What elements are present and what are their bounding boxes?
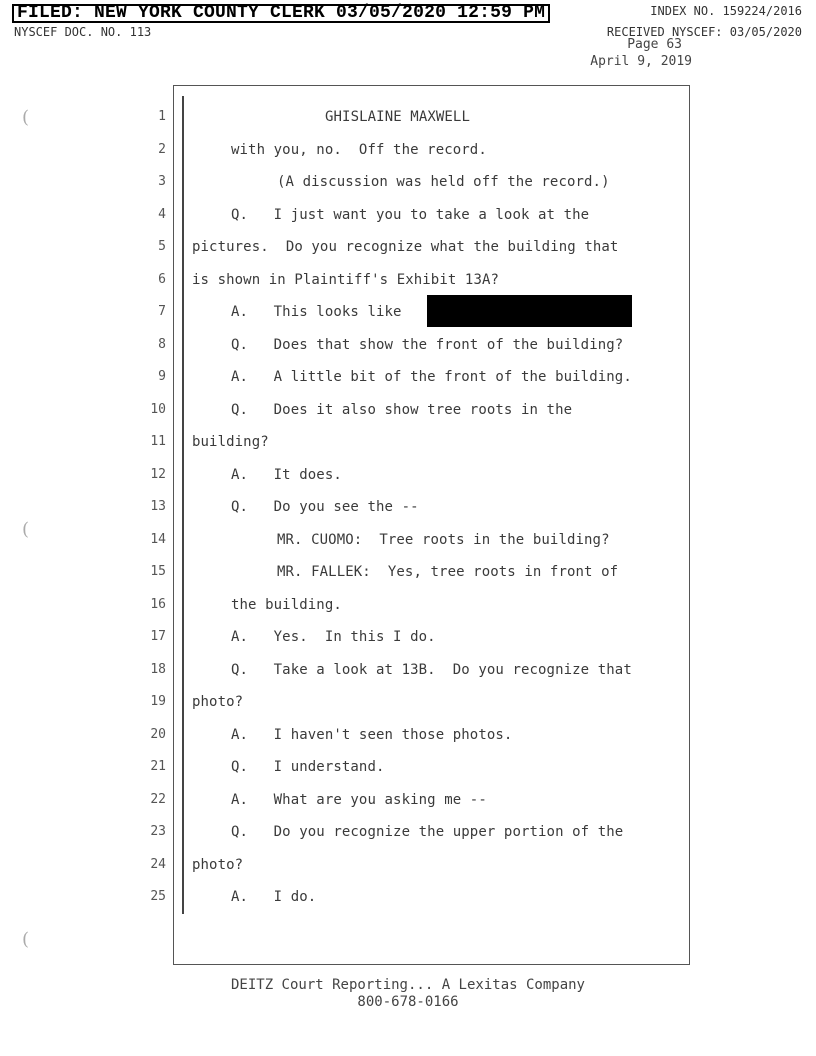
received-nyscef: RECEIVED NYSCEF: 03/05/2020 <box>606 25 802 39</box>
transcript-line <box>0 401 816 433</box>
line-text: A. Yes. In this I do. <box>231 629 436 645</box>
transcript-line <box>0 173 816 205</box>
line-number: 10 <box>150 402 166 417</box>
line-number: 4 <box>158 207 166 222</box>
line-number: 15 <box>150 564 166 579</box>
line-text: A. It does. <box>231 467 342 483</box>
deposition-date: April 9, 2019 <box>590 54 692 69</box>
transcript-line <box>0 823 816 855</box>
transcript-line <box>0 693 816 725</box>
line-text: Q. Does that show the front of the building? <box>231 337 624 353</box>
line-number: 22 <box>150 792 166 807</box>
transcript-line <box>0 661 816 693</box>
line-text: A. This looks like <box>231 304 402 320</box>
transcript-line <box>0 628 816 660</box>
transcript-line <box>0 856 816 888</box>
filed-stamp: FILED: NEW YORK COUNTY CLERK 03/05/2020 12:59 PM <box>12 4 550 23</box>
line-number: 24 <box>150 857 166 872</box>
line-text: (A discussion was held off the record.) <box>277 174 610 190</box>
line-text: the building. <box>231 597 342 613</box>
transcript-line <box>0 758 816 790</box>
footer-phone: 800-678-0166 <box>357 994 459 1010</box>
transcript-line <box>0 206 816 238</box>
line-number: 17 <box>150 629 166 644</box>
transcript-line <box>0 596 816 628</box>
line-text: A. A little bit of the front of the building. <box>231 369 632 385</box>
scan-mark: ( <box>22 929 30 950</box>
transcript-line <box>0 433 816 465</box>
line-text: Q. Do you recognize the upper portion of the <box>231 824 624 840</box>
line-number: 1 <box>158 109 166 124</box>
transcript-line <box>0 888 816 920</box>
line-number: 12 <box>150 467 166 482</box>
scan-mark: ( <box>22 107 30 128</box>
line-text: MR. CUOMO: Tree roots in the building? <box>277 532 610 548</box>
transcript-line <box>0 238 816 270</box>
transcript-line <box>0 368 816 400</box>
line-number: 11 <box>150 434 166 449</box>
line-number: 9 <box>158 369 166 384</box>
index-number: INDEX NO. 159224/2016 <box>650 4 802 18</box>
transcript-line <box>0 303 816 335</box>
line-text: A. I haven't seen those photos. <box>231 727 513 743</box>
line-number: 8 <box>158 337 166 352</box>
line-number: 18 <box>150 662 166 677</box>
line-number: 21 <box>150 759 166 774</box>
line-number: 2 <box>158 142 166 157</box>
footer-company: DEITZ Court Reporting... A Lexitas Company <box>230 977 585 993</box>
transcript-line <box>0 108 816 140</box>
line-text: building? <box>192 434 269 450</box>
line-number: 6 <box>158 272 166 287</box>
line-text: MR. FALLEK: Yes, tree roots in front of <box>277 564 619 580</box>
line-number: 25 <box>150 889 166 904</box>
line-text: Q. Take a look at 13B. Do you recognize that <box>231 662 632 678</box>
line-text: A. What are you asking me -- <box>231 792 487 808</box>
line-text: with you, no. Off the record. <box>231 142 487 158</box>
transcript-line <box>0 726 816 758</box>
transcript-line <box>0 791 816 823</box>
line-text: Q. I understand. <box>231 759 385 775</box>
transcript-line <box>0 336 816 368</box>
transcript-line <box>0 271 816 303</box>
line-text: Q. Do you see the -- <box>231 499 419 515</box>
line-text: photo? <box>192 857 244 873</box>
transcript-line <box>0 498 816 530</box>
line-number: 7 <box>158 304 166 319</box>
line-text: A. I do. <box>231 889 317 905</box>
scan-mark: ( <box>22 519 30 540</box>
line-text: is shown in Plaintiff's Exhibit 13A? <box>192 272 500 288</box>
transcript-line <box>0 531 816 563</box>
redaction-block <box>427 295 632 327</box>
page-number: Page 63 <box>627 37 682 52</box>
transcript-line <box>0 563 816 595</box>
line-number: 16 <box>150 597 166 612</box>
line-number: 23 <box>150 824 166 839</box>
line-text: photo? <box>192 694 244 710</box>
line-number: 13 <box>150 499 166 514</box>
line-text: Q. I just want you to take a look at the <box>231 207 590 223</box>
line-number: 3 <box>158 174 166 189</box>
transcript-line <box>0 466 816 498</box>
line-number: 19 <box>150 694 166 709</box>
nyscef-doc-number: NYSCEF DOC. NO. 113 <box>14 25 152 39</box>
line-text: GHISLAINE MAXWELL <box>325 109 470 125</box>
line-number: 14 <box>150 532 166 547</box>
line-text: pictures. Do you recognize what the building that <box>192 239 619 255</box>
line-number: 20 <box>150 727 166 742</box>
transcript-line <box>0 141 816 173</box>
line-number: 5 <box>158 239 166 254</box>
line-text: Q. Does it also show tree roots in the <box>231 402 573 418</box>
